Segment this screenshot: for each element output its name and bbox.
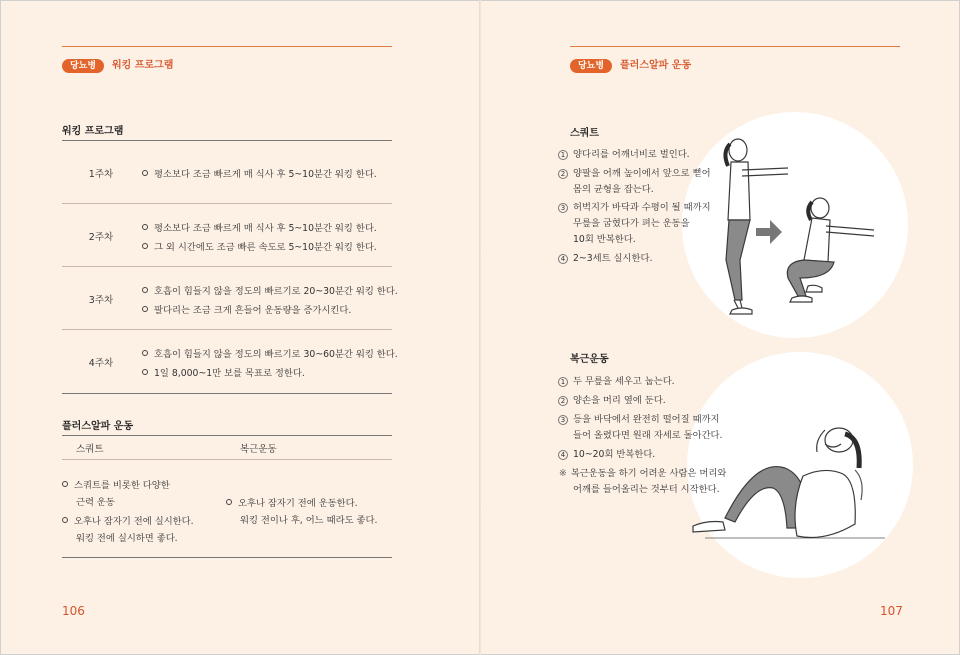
abs-step-3-cont: 들어 올렸다면 원래 자세로 돌아간다. [573, 430, 723, 441]
plus-table-bottom-rule [62, 557, 392, 558]
squat-step-3: 3 허벅지가 바닥과 수평이 될 때까지 [558, 199, 711, 213]
header-rule [570, 46, 900, 47]
abs-step-3: 3 등을 바닥에서 완전히 떨어질 때까지 [558, 411, 720, 425]
squat-step-3-cont-1: 무릎을 굽혔다가 펴는 운동을 [573, 218, 690, 229]
bullet-icon [62, 481, 68, 487]
row-divider [62, 203, 392, 204]
squat-item-1-cont: 근력 운동 [76, 497, 115, 508]
squat-item-2: 오후나 잠자기 전에 실시한다. [62, 513, 194, 527]
chapter-title: 플러스알파 운동 [620, 60, 692, 71]
table-top-rule [62, 140, 392, 141]
squat-title: 스쿼트 [570, 128, 599, 139]
squat-step-4: 4 2~3세트 실시한다. [558, 250, 652, 264]
week-1-label: 1주차 [88, 169, 114, 180]
chapter-badge: 당뇨병 [62, 59, 104, 73]
abs-step-1: 1 두 무릎을 세우고 눕는다. [558, 373, 675, 387]
squat-step-1: 1 양다리를 어깨너비로 벌인다. [558, 146, 690, 160]
abs-note: ※ 복근운동을 하기 어려운 사람은 머리와 [559, 468, 727, 479]
abs-step-4: 4 10~20회 반복한다. [558, 446, 655, 460]
page-number: 106 [62, 604, 85, 618]
plus-table-top-rule [62, 435, 392, 436]
squat-illustration [680, 110, 910, 340]
bullet-icon [142, 243, 148, 249]
bullet-icon [142, 224, 148, 230]
week-2-label: 2주차 [88, 232, 114, 243]
abs-step-2: 2 양손을 머리 옆에 둔다. [558, 392, 666, 406]
chapter-title: 워킹 프로그램 [112, 60, 174, 71]
right-page [480, 0, 960, 655]
chapter-badge: 당뇨병 [570, 59, 612, 73]
week-1-line-1: 평소보다 조금 빠르게 매 식사 후 5~10분간 워킹 한다. [142, 166, 377, 180]
abs-note-cont: 어깨를 들어올리는 것부터 시작한다. [573, 484, 720, 495]
page-number: 107 [880, 604, 903, 618]
bullet-icon [142, 170, 148, 176]
column-squat: 스쿼트 [76, 444, 104, 455]
week-4-line-2: 1일 8,000~1만 보를 목표로 정한다. [142, 365, 305, 379]
week-4-label: 4주차 [88, 358, 114, 369]
row-divider [62, 329, 392, 330]
walking-section-title: 워킹 프로그램 [62, 126, 124, 137]
week-4-line-1: 호흡이 힘들지 않을 정도의 빠르기로 30~60분간 워킹 한다. [142, 346, 398, 360]
plus-section-title: 플러스알파 운동 [62, 421, 134, 432]
bullet-icon [142, 350, 148, 356]
abs-title: 복근운동 [570, 354, 609, 365]
week-3-label: 3주차 [88, 295, 114, 306]
week-2-line-1: 평소보다 조금 빠르게 매 식사 후 5~10분간 워킹 한다. [142, 220, 377, 234]
header-rule [62, 46, 392, 47]
abs-item-1: 오후나 잠자기 전에 운동한다. [226, 495, 358, 509]
table-bottom-rule [62, 393, 392, 394]
abs-item-1-cont: 워킹 전이나 후, 어느 때라도 좋다. [240, 515, 378, 526]
squat-step-2: 2 양팔을 어깨 높이에서 앞으로 뻗어 [558, 165, 711, 179]
week-2-line-2: 그 외 시간에도 조금 빠른 속도로 5~10분간 워킹 한다. [142, 239, 377, 253]
row-divider [62, 266, 392, 267]
bullet-icon [226, 499, 232, 505]
bullet-icon [142, 287, 148, 293]
bullet-icon [62, 517, 68, 523]
squat-step-2-cont: 몸의 균형을 잡는다. [573, 184, 654, 195]
week-3-line-2: 팔다리는 조금 크게 흔들어 운동량을 증가시킨다. [142, 302, 351, 316]
column-abs: 복근운동 [240, 444, 277, 455]
bullet-icon [142, 306, 148, 312]
week-3-line-1: 호흡이 힘들지 않을 정도의 빠르기로 20~30분간 워킹 한다. [142, 283, 398, 297]
bullet-icon [142, 369, 148, 375]
plus-table-head-rule [62, 459, 392, 460]
squat-item-2-cont: 워킹 전에 실시하면 좋다. [76, 533, 178, 544]
squat-step-3-cont-2: 10회 반복한다. [573, 234, 636, 245]
squat-item-1: 스쿼트를 비롯한 다양한 [62, 477, 170, 491]
